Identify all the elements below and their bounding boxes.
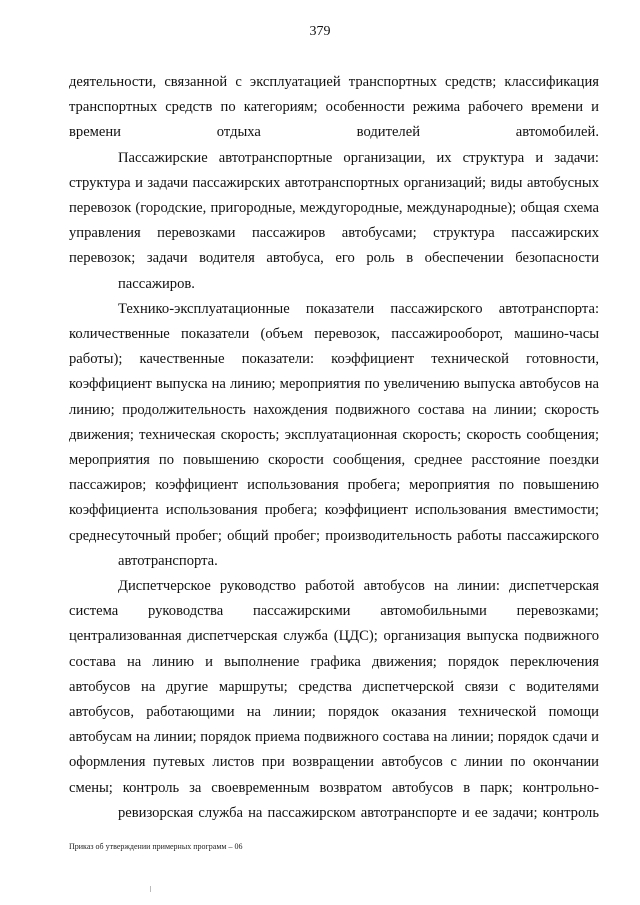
- text-line: Пассажирские автотранспортные организации, их структура и задачи:: [118, 149, 599, 166]
- text-line: система руководства пассажирскими автомобильными перевозками;: [69, 603, 599, 620]
- paragraph: [69, 146, 599, 297]
- paragraph: [69, 70, 599, 146]
- text-line: схема управления перевозками пассажиров автобусами; структура пассажирских: [69, 200, 599, 242]
- text-line: состава на линию и выполнение графика движения; порядок переключения: [69, 653, 599, 670]
- text-line: работы); качественные показатели: коэффициент технической готовности,: [69, 351, 599, 368]
- text-line: линию; продолжительность нахождения подвижного состава на линии; скорость: [69, 401, 599, 418]
- text-line: пассажиров.: [118, 275, 195, 292]
- document-body: [69, 70, 599, 826]
- text-line: централизованная диспетчерская служба (ЦДС); организация выпуска подвижного: [69, 628, 599, 645]
- text-line: среднесуточный пробег; общий пробег; производительность работы пассажирского: [69, 527, 599, 544]
- text-line: автобусов на другие маршруты; средства диспетчерской связи с водителями: [69, 678, 599, 695]
- text-line: транспортных средств по категориям; особенности режима рабочего времени и: [69, 99, 599, 116]
- footer-note: Приказ об утверждении примерных программ – 06: [69, 842, 243, 851]
- text-line: коэффициент выпуска на линию; мероприятия по увеличению выпуска автобусов на: [69, 376, 599, 393]
- text-line: ревизорская служба на пассажирском автотранспорте и ее задачи; контроль: [118, 804, 599, 821]
- text-line: пассажиров; коэффициент использования пробега; мероприятия по повышению: [69, 477, 599, 494]
- paragraph: [69, 297, 599, 574]
- text-line: Технико-эксплуатационные показатели пассажирского автотранспорта:: [118, 300, 599, 317]
- text-line: Диспетчерское руководство работой автобусов на линии: диспетчерская: [118, 578, 599, 595]
- text-line: мероприятия по повышению скорости сообщения, среднее расстояние поездки: [69, 452, 599, 469]
- paragraph: [69, 574, 599, 826]
- text-line: перевозок (городские, пригородные, междугородные, международные); общая: [69, 200, 560, 217]
- text-line: времени отдыха водителей автомобилей.: [69, 124, 599, 141]
- text-line: движения; техническая скорость; эксплуатационная скорость; скорость сообщения;: [69, 426, 599, 443]
- text-line: оформления путевых листов при возвращении автобусов с линии по окончании: [69, 754, 599, 771]
- text-line: перевозок; задачи водителя автобуса, его роль в обеспечении безопасности: [69, 250, 599, 267]
- text-line: смены; контроль за своевременным возвратом автобусов в парк; контрольно-: [69, 779, 599, 796]
- text-line: деятельности, связанной с эксплуатацией транспортных средств; классификация: [69, 74, 599, 90]
- text-line: структура и задачи пассажирских автотранспортных организаций; виды автобусных: [69, 174, 599, 191]
- text-line: автотранспорта.: [118, 552, 218, 569]
- text-line: коэффициента использования пробега; коэффициент использования вместимости;: [69, 502, 599, 519]
- text-line: количественные показатели (объем перевозок, пассажирооборот, машино-часы: [69, 326, 599, 343]
- text-line: автобусам на линии; порядок приема подвижного состава на линии; порядок сдачи и: [69, 729, 599, 746]
- scan-artifact: [150, 886, 151, 892]
- page-number: 379: [309, 24, 331, 39]
- text-line: автобусов, работающими на линии; порядок оказания технической помощи: [69, 704, 599, 721]
